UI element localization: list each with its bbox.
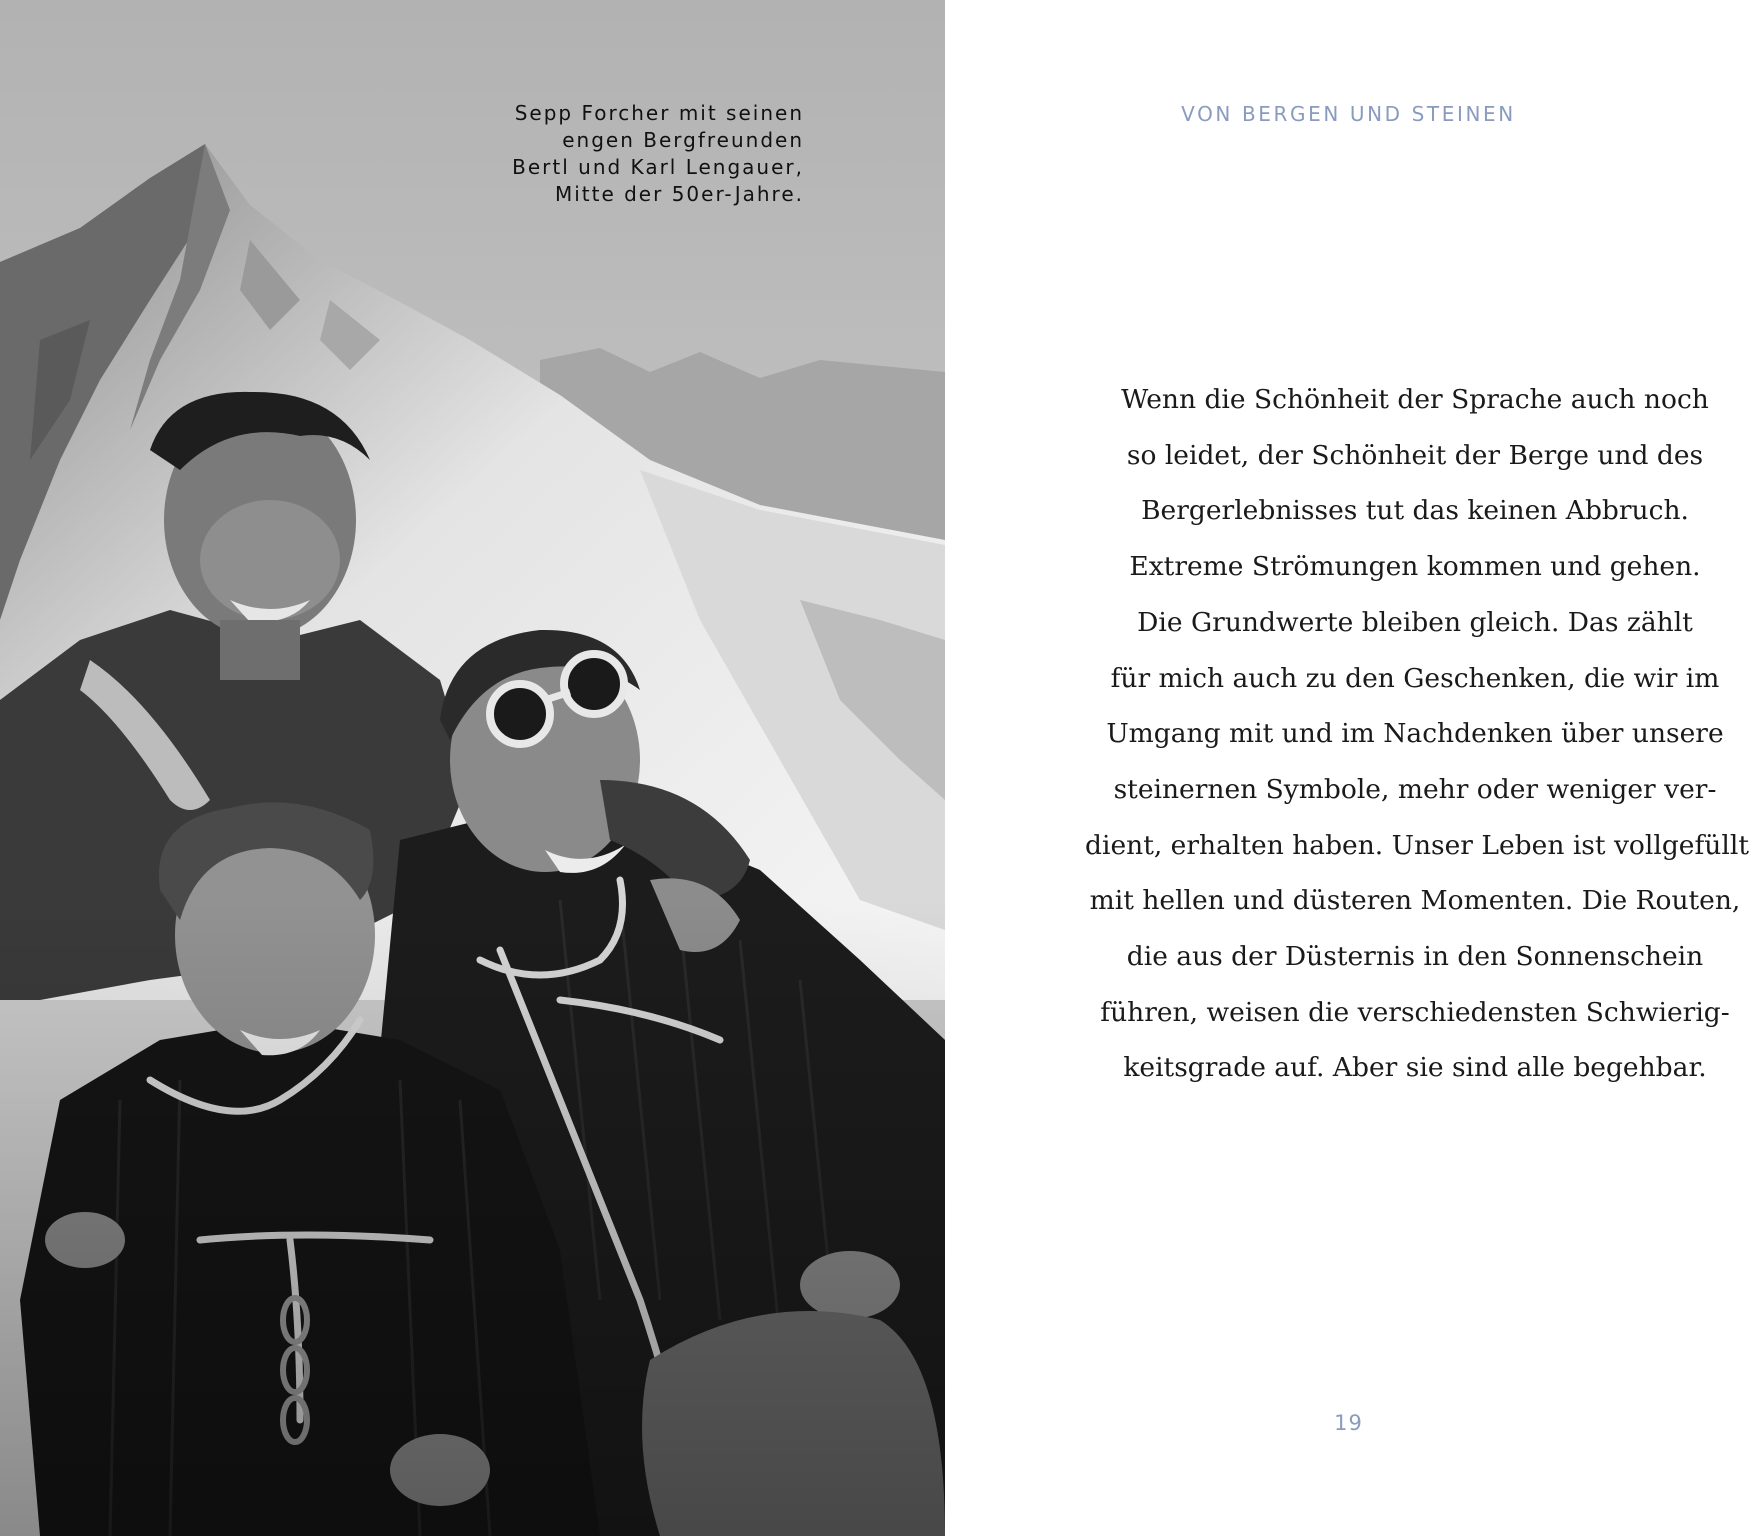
body-line: steinernen Symbole, mehr oder weniger ver- [1113,773,1717,805]
body-line: Extreme Strömungen kommen und gehen. [1129,551,1701,583]
body-paragraph [1085,372,1749,1096]
caption-line: engen Bergfreunden [562,128,804,152]
body-line: Umgang mit und im Nachdenken über unsere [1106,718,1724,750]
caption-line: Sepp Forcher mit seinen [514,101,804,125]
body-line: Wenn die Schönheit der Sprache auch noch [1121,384,1709,415]
body-line: so leidet, der Schönheit der Berge und des [1126,439,1704,471]
caption-line: Bertl und Karl Lengauer, [512,155,804,179]
caption-line: Mitte der 50er-Jahre. [554,182,804,206]
body-line: Bergerlebnisses tut das keinen Abbruch. [1141,495,1689,527]
body-line: führen, weisen die verschiedensten Schwierig- [1100,996,1730,1028]
body-line: für mich auch zu den Geschenken, die wir im [1110,662,1720,694]
right-page [945,0,1752,1536]
photo-caption [384,100,804,208]
body-line: die aus der Düsternis in den Sonnenschein [1126,941,1704,973]
body-line: mit hellen und düsteren Momenten. Die Routen, [1089,885,1741,917]
page-number: 19 [1334,1411,1363,1435]
body-line: dient, erhalten haben. Unser Leben ist vollgefüllt [1085,829,1749,861]
body-line: keitsgrade auf. Aber sie sind alle begehbar. [1123,1052,1707,1084]
running-head: VON BERGEN UND STEINEN [1181,102,1516,126]
body-line: Die Grundwerte bleiben gleich. Das zählt [1137,606,1693,638]
